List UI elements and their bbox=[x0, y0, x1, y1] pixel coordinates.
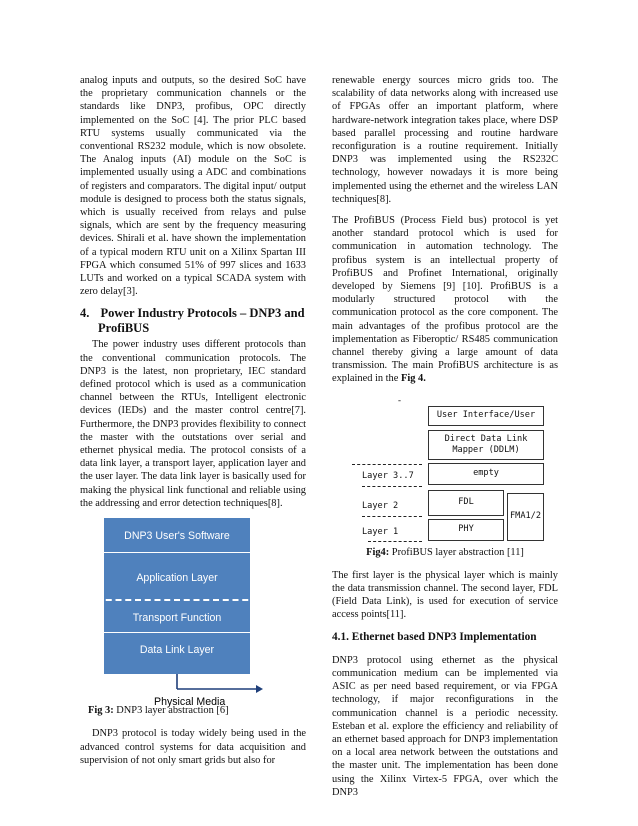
layer-dash-line bbox=[368, 541, 422, 542]
layer-data-link: Data Link Layer bbox=[139, 644, 215, 657]
fig4-reference: Fig 4. bbox=[400, 373, 426, 385]
right-paragraph-2: The ProfiBUS (Process Field bus) protocol is yet another standard protocol which is used for communication in automation technology. The profibus system is an intellectual property of ProfiBUS and Profinet International, originally developed by Siemens [9] [10]. ProfiBUS is a modularly structured protocol with the communication protocol as the core component. The main advantages of the profibus protocol are the implementation as Fiberoptic/ RS485 communication channel thereby giving a large amount of data transmission. The main ProfiBUS architecture is as explained in the Fig 4. bbox=[332, 215, 558, 385]
fig3-dnp3-diagram bbox=[80, 518, 306, 714]
layer-application: Application Layer bbox=[136, 572, 218, 585]
section-title: Power Industry Protocols – DNP3 and ProfiBUS bbox=[98, 306, 305, 336]
layer-dash-line bbox=[362, 486, 422, 487]
left-column bbox=[80, 74, 306, 775]
section-heading-4 bbox=[80, 306, 306, 336]
stray-mark: - bbox=[398, 394, 401, 405]
left-paragraph-2: The power industry uses different protocols than the conventional communication protocols. The DNP3 is the latest, non proprietary, IEC standard defined protocol which is used as a communication channel between the RTUs, Intelligent electronic devices (IEDs) and the master control centre[7]. Furthermore, the DNP3 provides flexibility to connect the master with the outstations over serial and ethernet physical media. The protocol consists of a data link layer, a transport layer, application layer and the user layer. The data link layer is basically used for making the physical link functional and reliable using the addressing and error detection techniques[8]. bbox=[80, 339, 306, 509]
section-number: 4. bbox=[80, 306, 90, 321]
box-fdl: FDL bbox=[428, 490, 504, 516]
physical-media-arrow bbox=[80, 518, 306, 714]
right-column bbox=[332, 74, 558, 807]
left-paragraph-3: DNP3 protocol is today widely being used in the advanced control systems for data acquisition and supervision of not only smart grids but also for bbox=[80, 728, 306, 766]
fig4-profibus-diagram bbox=[332, 394, 558, 544]
box-user-interface: User Interface/User bbox=[428, 406, 544, 426]
box-phy: PHY bbox=[428, 519, 504, 541]
box-fma: FMA1/2 bbox=[507, 493, 544, 541]
physical-media-label: Physical Media bbox=[154, 696, 226, 709]
fig4-caption: Fig4: ProfiBUS layer abstraction [11] bbox=[366, 546, 524, 558]
layer-3-7-label: Layer 3..7 bbox=[362, 470, 414, 481]
right-paragraph-4: DNP3 protocol using ethernet as the physical communication medium can be implemented via ASIC as per need based requirement, or via FPGA technology, if major reconfigurations in the communication channel is a periodic necessity. Esteban et al. explore the efficiency and reliability of an ethernet based approach for DNP3 implementation on a local area network between the outstations and the master unit. The implementation has been done using the Xilinx Virtex-5 FPGA, over which the DNP3 bbox=[332, 654, 558, 798]
layer-transport: Transport Function bbox=[132, 612, 222, 625]
layer-1-label: Layer 1 bbox=[362, 526, 399, 537]
fig3-caption: Fig 3: DNP3 layer abstraction [6] bbox=[88, 705, 229, 717]
right-paragraph-1: renewable energy sources micro grids too. The scalability of data networks along with increased use of FPGAs offer an important platform, where hardware-network integration takes place, where DSP based parallel processing and routine hardware reconfiguration is a routine requirement. Initially DNP3 was implemented using the RS232C technology, however nowadays it is more being implemented using the ethernet and the wireless LAN techniques[8]. bbox=[332, 75, 558, 205]
layer-dash-line bbox=[352, 464, 422, 465]
subsection-heading-4-1: 4.1. Ethernet based DNP3 Implementation bbox=[332, 630, 537, 643]
layer-2-label: Layer 2 bbox=[362, 500, 399, 511]
left-paragraph-1: analog inputs and outputs, so the desired SoC have the proprietary communication channels or the standards like DNP3, profibus, OPC directly implemented on the SoC [4]. The prior PLC based RTU systems usually communicated via the conventional RS232 module, which is now obsolete. The Analog inputs (AI) module on the SoC is implemented usually using a ADC and combinations of registers and comparators. The digital input/ output module is designed to process both the status signals, which is usually received from relays and pulse signals, which are sent by the frequency measuring devices. Shirali et al. have shown the implementation of a typical modern RTU unit on a Xilinx Spartan III FPGA which consumed 51% of 997 slices and 1633 LUTs and worked on a typical SCADA system with zero delay[3]. bbox=[80, 75, 306, 298]
layer-dash-line bbox=[362, 516, 422, 517]
box-ddlm: Direct Data Link Mapper (DDLM) bbox=[428, 430, 544, 460]
right-paragraph-3: The first layer is the physical layer which is mainly the data transmission channel. The second layer, FDL (Field Data Link), is used for execution of service access points[11]. bbox=[332, 569, 558, 621]
layer-user-software: DNP3 User's Software bbox=[124, 530, 230, 543]
box-empty: empty bbox=[428, 463, 544, 485]
